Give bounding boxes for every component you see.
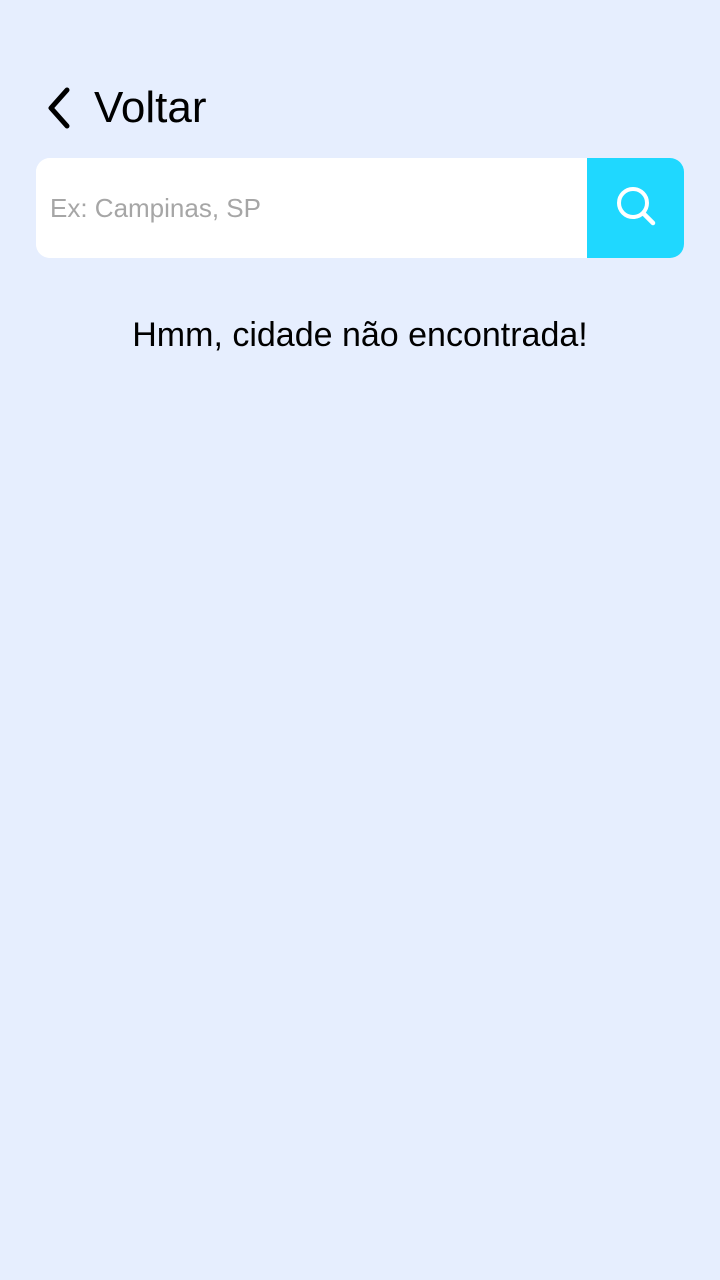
chevron-left-icon <box>44 84 80 132</box>
search-icon <box>614 184 658 233</box>
not-found-message: Hmm, cidade não encontrada! <box>132 316 588 354</box>
search-button[interactable] <box>587 158 684 258</box>
back-button[interactable] <box>44 78 207 138</box>
search-bar <box>36 158 684 258</box>
back-label: Voltar <box>94 83 207 132</box>
search-input[interactable] <box>36 158 587 258</box>
